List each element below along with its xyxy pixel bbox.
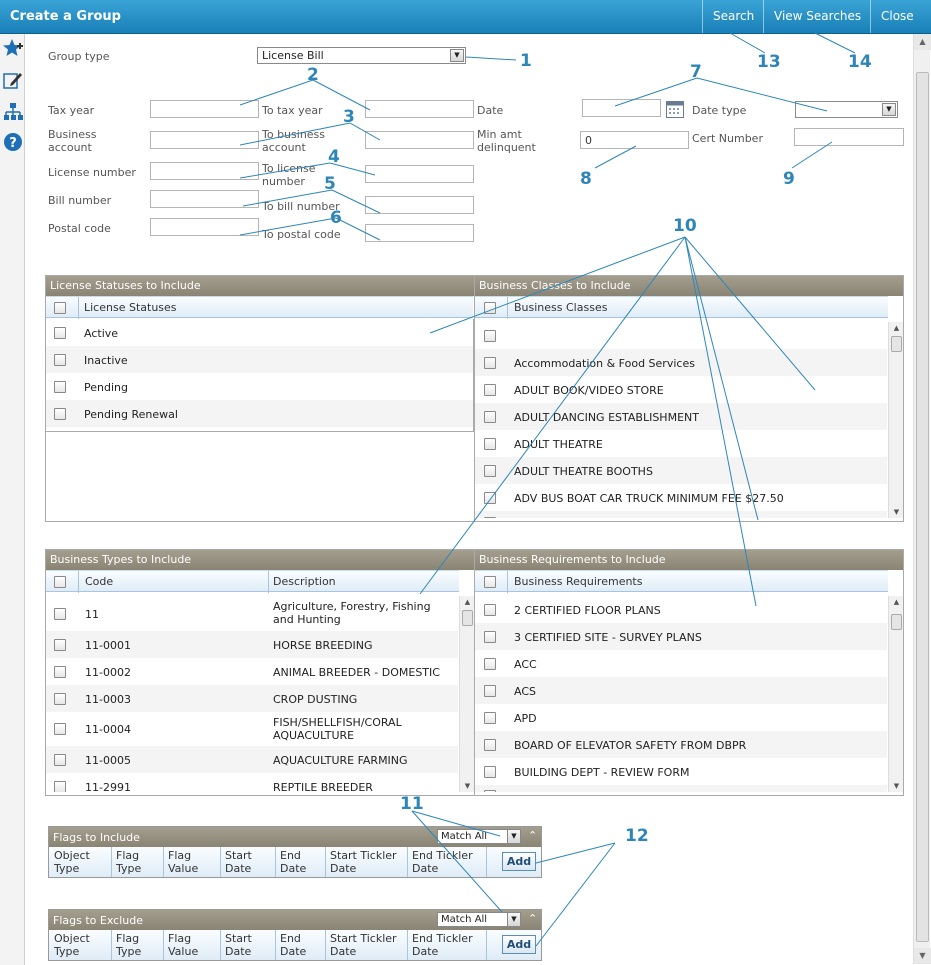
row-checkbox[interactable]: [54, 408, 66, 420]
description-cell: FISH/SHELLFISH/CORAL AQUACULTURE: [273, 716, 402, 742]
license-statuses-header: [46, 296, 473, 318]
flags-include-columns: [49, 847, 541, 877]
chevron-down-icon[interactable]: ▼: [450, 49, 464, 62]
list-item[interactable]: [475, 650, 887, 677]
list-item[interactable]: [475, 785, 887, 792]
match-value: Match All: [441, 914, 488, 925]
group-type-label: Group type: [48, 50, 110, 63]
code-cell: 11-0003: [85, 693, 131, 706]
column-header: Flag Value: [168, 849, 199, 875]
page-scrollbar[interactable]: [913, 34, 930, 964]
scroll-thumb[interactable]: [891, 614, 902, 630]
list-item-label: ADV BUS BOAT CAR TRUCK MINIMUM FEE $27.50: [514, 492, 784, 505]
view-searches-button[interactable]: View Searches: [763, 0, 871, 33]
business-classes-header: [475, 296, 888, 318]
list-item[interactable]: [475, 322, 887, 349]
date-type-select[interactable]: [795, 101, 898, 118]
annotation-8: 8: [580, 169, 592, 189]
chevron-down-icon[interactable]: ▼: [507, 913, 520, 926]
business-requirements-list: [475, 596, 887, 792]
business-classes-list: [475, 322, 887, 518]
column-header: Business Requirements: [514, 575, 643, 588]
license-statuses-title: License Statuses to Include: [46, 276, 474, 296]
scroll-up-arrow[interactable]: ▲: [914, 34, 931, 50]
scroll-thumb[interactable]: [916, 72, 929, 942]
description-cell: AQUACULTURE FARMING: [273, 754, 408, 767]
row-checkbox[interactable]: [54, 381, 66, 393]
match-value: Match All: [441, 831, 488, 842]
scroll-down-arrow[interactable]: ▼: [893, 782, 900, 790]
date-type-label: Date type: [692, 104, 747, 117]
row-checkbox[interactable]: [484, 438, 496, 450]
to-bill-number-input[interactable]: [365, 196, 474, 214]
row-checkbox[interactable]: [484, 790, 496, 792]
code-column-header: Code: [85, 575, 114, 588]
select-all-checkbox[interactable]: [54, 576, 66, 588]
row-checkbox[interactable]: [54, 327, 66, 339]
table-row[interactable]: [46, 631, 458, 658]
business-requirements-panel: [474, 549, 904, 796]
annotation-14: 14: [848, 52, 872, 72]
to-license-number-label: To license number: [262, 162, 316, 188]
flags-include-match-select[interactable]: [437, 829, 521, 844]
postal-code-label: Postal code: [48, 222, 111, 235]
column-header: Object Type: [54, 932, 90, 958]
list-item-label: Active: [84, 327, 119, 340]
min-amt-delinquent-input[interactable]: 0: [580, 131, 689, 149]
row-checkbox[interactable]: [54, 666, 66, 678]
list-item-label: Inactive: [84, 354, 128, 367]
scroll-down-arrow[interactable]: ▼: [893, 508, 900, 516]
list-item-label: BOARD OF ELEVATOR SAFETY FROM DBPR: [514, 739, 747, 752]
business-account-input[interactable]: [150, 131, 259, 149]
code-cell: 11-0004: [85, 723, 131, 736]
help-icon[interactable]: [3, 132, 23, 152]
description-column-header: Description: [273, 575, 336, 588]
list-item[interactable]: [46, 319, 473, 346]
business-types-header: [46, 570, 459, 592]
annotation-11: 11: [400, 794, 424, 814]
column-header: End Date: [280, 932, 307, 958]
edit-icon[interactable]: [3, 70, 23, 90]
cert-number-input[interactable]: [794, 128, 904, 146]
table-row[interactable]: [46, 712, 458, 746]
column-header: Start Tickler Date: [330, 849, 397, 875]
group-type-select[interactable]: [257, 47, 466, 64]
business-types-scrollbar[interactable]: [459, 596, 474, 792]
table-row[interactable]: [46, 658, 458, 685]
tax-year-label: Tax year: [48, 104, 95, 117]
code-cell: 11-2991: [85, 781, 131, 792]
row-checkbox[interactable]: [484, 685, 496, 697]
description-cell: ANIMAL BREEDER - DOMESTIC: [273, 666, 440, 679]
row-checkbox[interactable]: [484, 384, 496, 396]
flags-exclude-columns: [49, 930, 541, 960]
row-checkbox[interactable]: [54, 693, 66, 705]
svg-text:?: ?: [9, 136, 17, 151]
list-item[interactable]: [475, 731, 887, 758]
code-cell: 11-0001: [85, 639, 131, 652]
calendar-icon[interactable]: [666, 101, 684, 118]
row-checkbox[interactable]: [484, 766, 496, 778]
date-label: Date: [477, 104, 504, 117]
bill-number-input[interactable]: [150, 190, 259, 208]
table-row[interactable]: [46, 685, 458, 712]
list-item[interactable]: [475, 758, 887, 785]
code-cell: 11-0005: [85, 754, 131, 767]
row-checkbox[interactable]: [484, 411, 496, 423]
annotation-2: 2: [307, 65, 319, 85]
column-header: Start Date: [225, 849, 252, 875]
row-checkbox[interactable]: [484, 517, 496, 518]
list-item-label: 2 CERTIFIED FLOOR PLANS: [514, 604, 661, 617]
description-cell: REPTILE BREEDER: [273, 781, 373, 792]
list-item-label: Pending Renewal: [84, 408, 178, 421]
postal-code-input[interactable]: [150, 218, 259, 236]
code-cell: 11-0002: [85, 666, 131, 679]
group-type-value: License Bill: [262, 49, 324, 62]
row-checkbox[interactable]: [484, 465, 496, 477]
business-classes-scrollbar[interactable]: [888, 322, 903, 518]
flags-include-header: [49, 827, 541, 847]
min-amt-delinquent-label: Min amt delinquent: [477, 128, 536, 154]
title-bar: [0, 0, 931, 34]
annotation-9: 9: [783, 169, 795, 189]
business-types-list: [46, 596, 458, 792]
to-bill-number-label: To bill number: [262, 200, 340, 213]
row-checkbox[interactable]: [484, 658, 496, 670]
business-classes-panel: [474, 275, 904, 522]
bill-number-label: Bill number: [48, 194, 112, 207]
to-license-number-input[interactable]: [365, 165, 474, 183]
list-item-label: 3 CERTIFIED SITE - SURVEY PLANS: [514, 631, 702, 644]
select-all-checkbox[interactable]: [484, 576, 496, 588]
scroll-up-arrow[interactable]: ▲: [893, 324, 900, 332]
list-item[interactable]: [475, 403, 887, 430]
table-row[interactable]: [46, 746, 458, 773]
list-item-label: Accommodation & Food Services: [514, 357, 695, 370]
license-statuses-list: [46, 319, 474, 432]
row-checkbox[interactable]: [54, 608, 66, 620]
license-number-input[interactable]: [150, 162, 259, 180]
flags-exclude-match-select[interactable]: [437, 912, 521, 927]
row-checkbox[interactable]: [484, 604, 496, 616]
business-requirements-title: Business Requirements to Include: [475, 550, 903, 570]
list-item-label: ADULT DANCING ESTABLISHMENT: [514, 411, 699, 424]
close-button[interactable]: Close: [870, 0, 924, 33]
annotation-6: 6: [330, 208, 342, 228]
window-title: Create a Group: [10, 9, 121, 24]
row-checkbox[interactable]: [54, 723, 66, 735]
business-types-panel: [45, 549, 475, 796]
scroll-down-arrow[interactable]: ▼: [914, 948, 931, 964]
list-item-label: ACC: [514, 658, 537, 671]
to-business-account-input[interactable]: [365, 131, 474, 149]
list-item-label: APD: [514, 712, 537, 725]
license-number-label: License number: [48, 166, 136, 179]
list-item[interactable]: [475, 349, 887, 376]
list-item[interactable]: [46, 400, 473, 427]
row-checkbox[interactable]: [484, 631, 496, 643]
business-classes-title: Business Classes to Include: [475, 276, 903, 296]
column-header: Flag Value: [168, 932, 199, 958]
list-item-label: BUILDING DEPT - REVIEW FORM: [514, 766, 690, 779]
scroll-up-arrow[interactable]: ▲: [464, 598, 471, 606]
column-header: Business Classes: [514, 301, 608, 314]
list-item[interactable]: [475, 623, 887, 650]
flags-include-add-button[interactable]: Add: [502, 852, 536, 871]
left-sidebar: [0, 34, 25, 965]
hierarchy-icon[interactable]: [3, 102, 23, 122]
list-item[interactable]: [475, 484, 887, 511]
business-types-title: Business Types to Include: [46, 550, 474, 570]
tax-year-input[interactable]: [150, 100, 259, 118]
column-header: End Tickler Date: [412, 932, 473, 958]
date-input[interactable]: [582, 99, 661, 117]
list-item[interactable]: [475, 511, 887, 518]
flags-exclude-title: Flags to Exclude: [53, 914, 143, 927]
license-statuses-panel: [45, 275, 475, 522]
column-header: Flag Type: [116, 849, 142, 875]
scroll-up-arrow[interactable]: ▲: [893, 598, 900, 606]
description-cell: CROP DUSTING: [273, 693, 358, 706]
annotation-3: 3: [343, 107, 355, 127]
business-requirements-scrollbar[interactable]: [888, 596, 903, 792]
row-checkbox[interactable]: [484, 492, 496, 504]
cert-number-label: Cert Number: [692, 132, 763, 145]
flags-include-panel: [48, 826, 542, 878]
description-cell: Agriculture, Forestry, Fishing and Hunting: [273, 600, 431, 626]
list-item[interactable]: [46, 373, 473, 400]
annotation-12: 12: [625, 826, 649, 846]
list-item[interactable]: [475, 704, 887, 731]
code-cell: 11: [85, 608, 99, 621]
annotation-10: 10: [673, 216, 697, 236]
chevron-down-icon[interactable]: ▼: [882, 103, 896, 116]
column-header: Start Tickler Date: [330, 932, 397, 958]
column-header: License Statuses: [84, 301, 177, 314]
to-postal-code-input[interactable]: [365, 224, 474, 242]
scroll-thumb[interactable]: [891, 336, 902, 352]
row-checkbox[interactable]: [484, 712, 496, 724]
scroll-down-arrow[interactable]: ▼: [464, 782, 471, 790]
column-header: Start Date: [225, 932, 252, 958]
description-cell: HORSE BREEDING: [273, 639, 373, 652]
list-item[interactable]: [46, 346, 473, 373]
column-header: End Tickler Date: [412, 849, 473, 875]
annotation-5: 5: [324, 174, 336, 194]
flags-include-title: Flags to Include: [53, 831, 140, 844]
chevron-down-icon[interactable]: ▼: [507, 830, 520, 843]
column-header: End Date: [280, 849, 307, 875]
row-checkbox[interactable]: [484, 330, 496, 342]
row-checkbox[interactable]: [54, 754, 66, 766]
flags-exclude-add-button[interactable]: Add: [502, 935, 536, 954]
row-checkbox[interactable]: [484, 357, 496, 369]
to-business-account-label: To business account: [262, 128, 326, 154]
list-item[interactable]: [475, 457, 887, 484]
row-checkbox[interactable]: [54, 639, 66, 651]
row-checkbox[interactable]: [54, 354, 66, 366]
annotation-7: 7: [690, 62, 702, 82]
table-row[interactable]: [46, 596, 458, 631]
annotation-13: 13: [757, 52, 781, 72]
business-requirements-header: [475, 570, 888, 592]
row-checkbox[interactable]: [54, 781, 66, 792]
search-button[interactable]: Search: [702, 0, 764, 33]
flags-exclude-panel: [48, 909, 542, 961]
star-add-icon[interactable]: [3, 38, 23, 58]
list-item-label: ADULT THEATRE: [514, 438, 603, 451]
to-tax-year-input[interactable]: [365, 100, 474, 118]
flags-exclude-header: [49, 910, 541, 930]
annotation-1: 1: [520, 51, 532, 71]
column-header: Object Type: [54, 849, 90, 875]
to-postal-code-label: To postal code: [262, 228, 341, 241]
list-item-label: Pending: [84, 381, 128, 394]
list-item[interactable]: [475, 677, 887, 704]
annotation-4: 4: [328, 147, 340, 167]
list-item-label: ACS: [514, 685, 536, 698]
select-all-checkbox[interactable]: [54, 302, 66, 314]
list-item[interactable]: [475, 596, 887, 623]
scroll-thumb[interactable]: [462, 610, 473, 626]
select-all-checkbox[interactable]: [484, 302, 496, 314]
list-item[interactable]: [475, 376, 887, 403]
list-item[interactable]: [475, 430, 887, 457]
to-tax-year-label: To tax year: [262, 104, 323, 117]
list-item-label: ADULT BOOK/VIDEO STORE: [514, 384, 664, 397]
business-account-label: Business account: [48, 128, 97, 154]
collapse-icon[interactable]: ⌃: [528, 912, 538, 925]
list-item-label: ADULT THEATRE BOOTHS: [514, 465, 653, 478]
row-checkbox[interactable]: [484, 739, 496, 751]
table-row[interactable]: [46, 773, 458, 792]
column-header: Flag Type: [116, 932, 142, 958]
collapse-icon[interactable]: ⌃: [528, 829, 538, 842]
